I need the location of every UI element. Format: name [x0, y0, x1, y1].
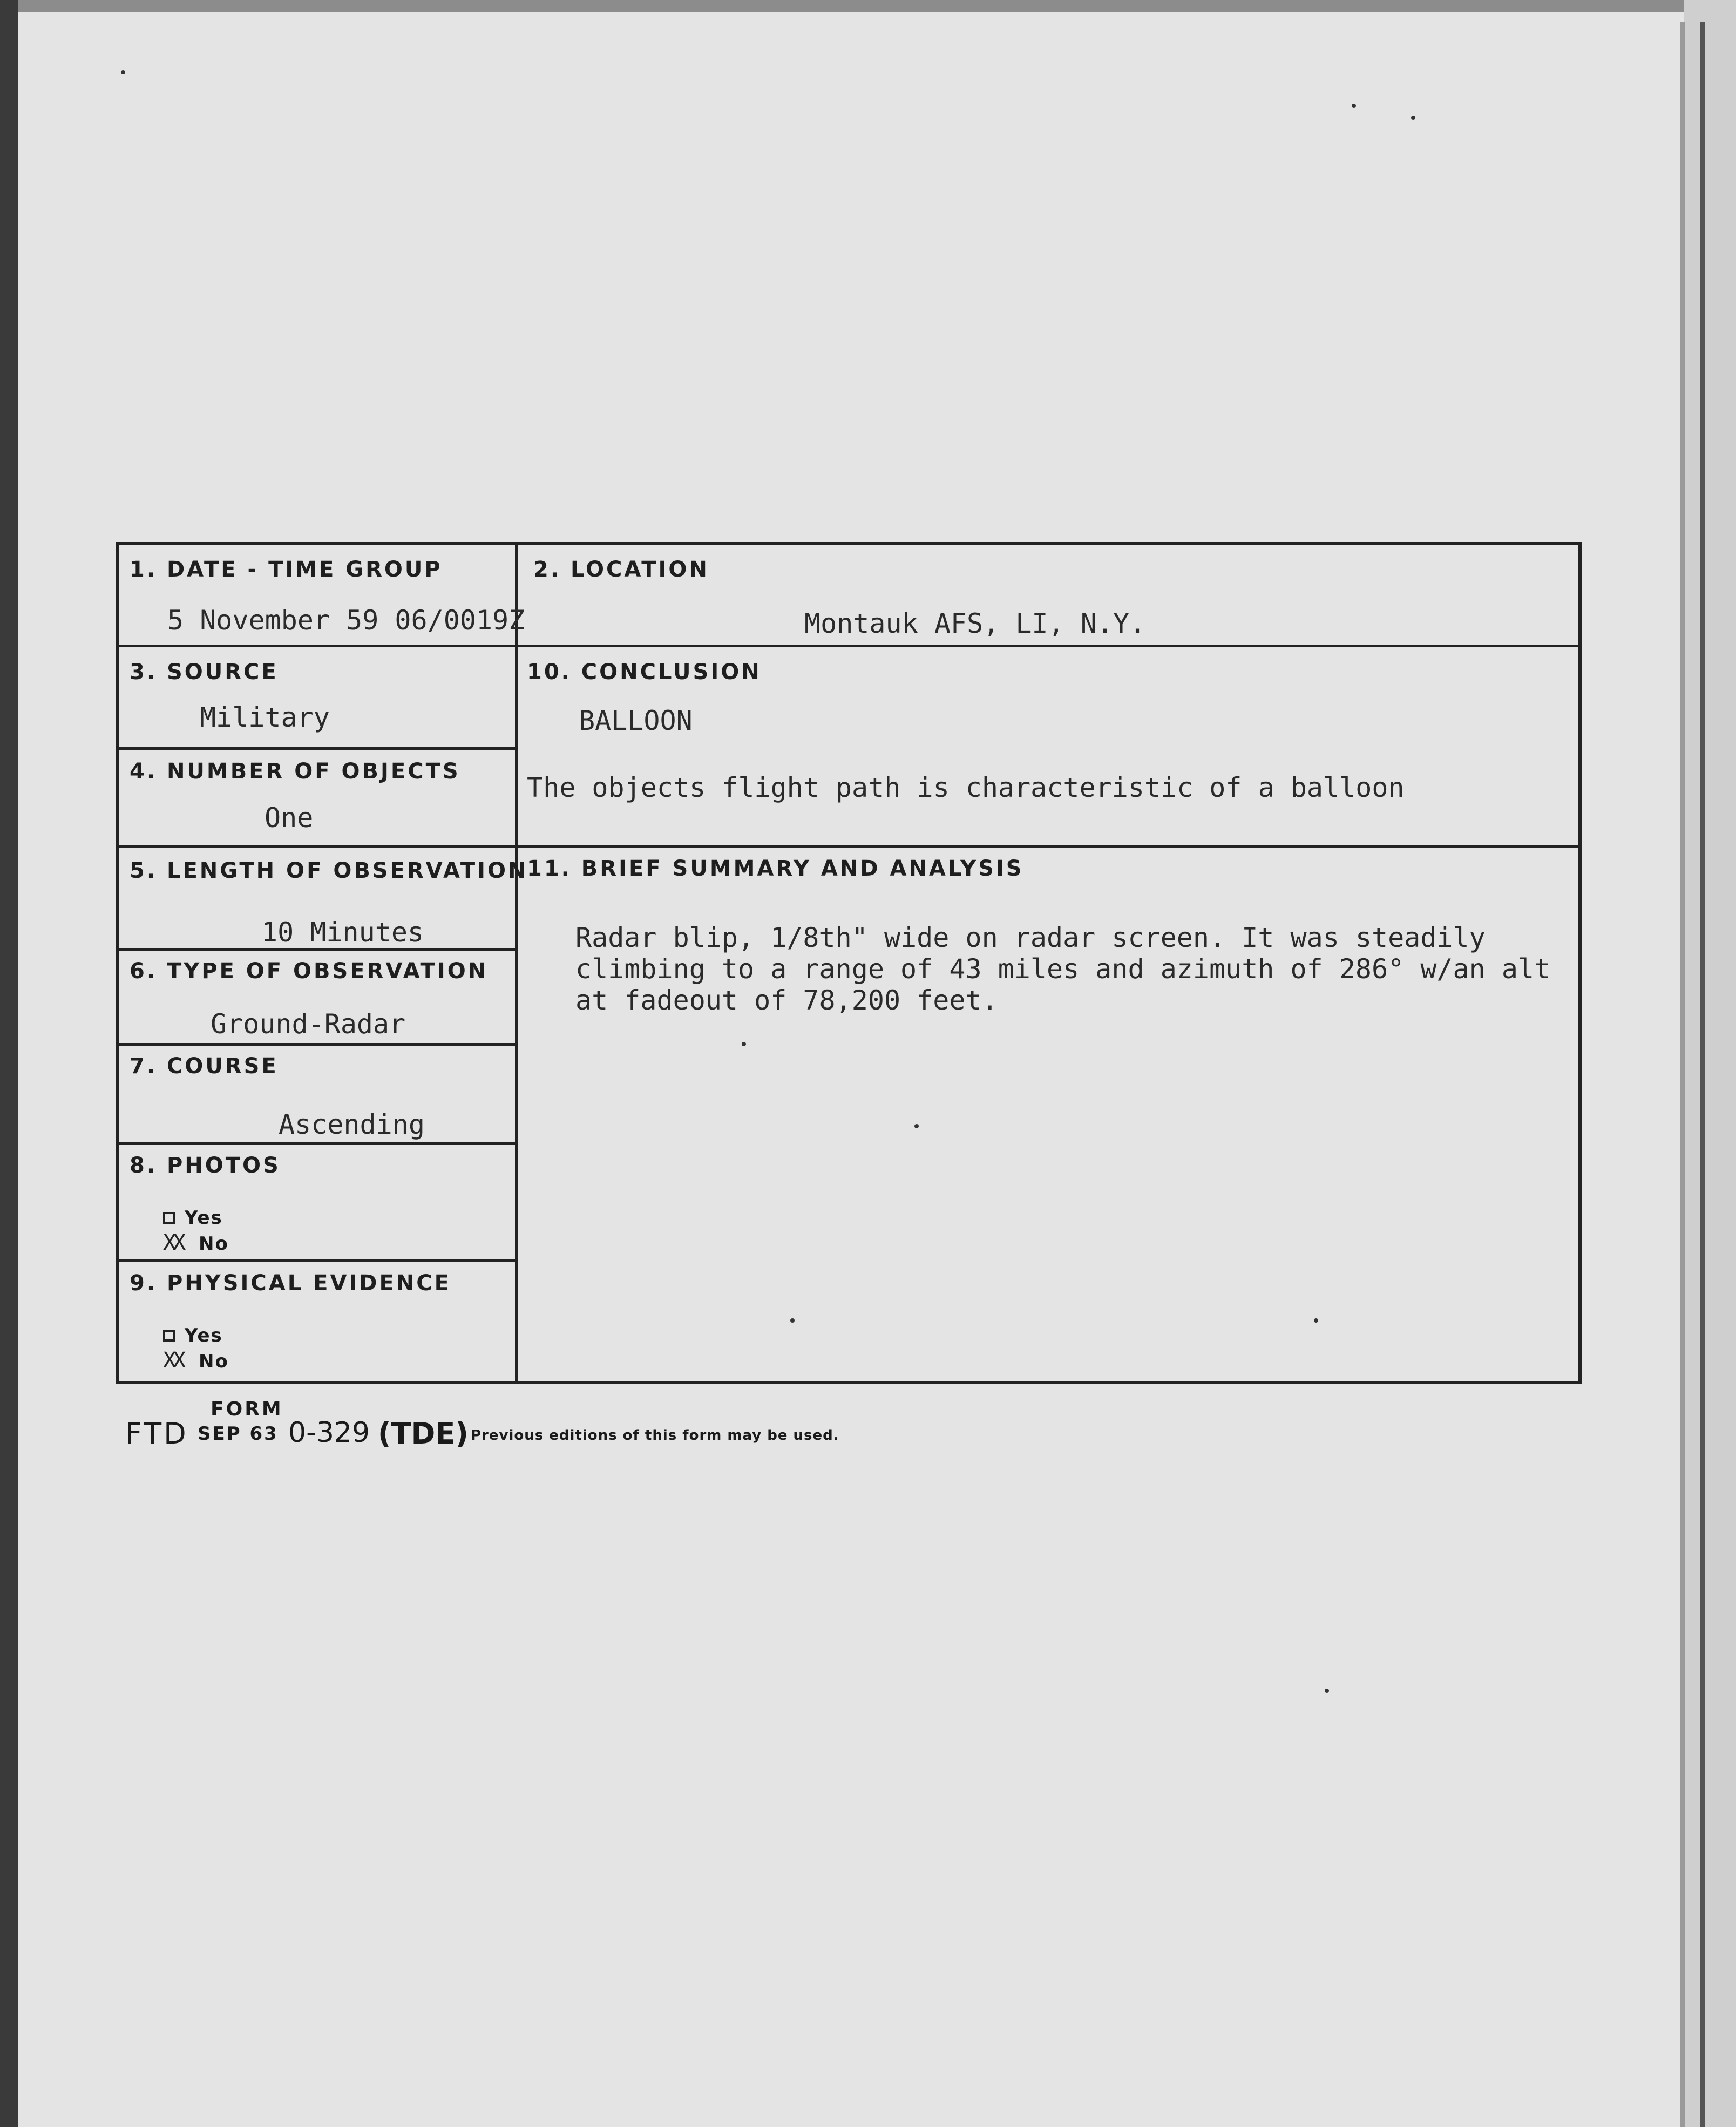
physical-evidence-no-checkbox-checked[interactable]	[163, 1356, 189, 1367]
type-of-observation-value: Ground-Radar	[211, 1008, 406, 1040]
ufo-report-form	[116, 542, 1582, 1384]
date-time-group-value: 5 November 59 06/0019Z	[167, 605, 525, 636]
photos-yes-checkbox[interactable]	[163, 1212, 175, 1224]
length-of-observation-value: 10 Minutes	[261, 917, 424, 948]
footer-form-number: 0-329	[288, 1417, 370, 1449]
photos-yes-option[interactable]	[163, 1207, 223, 1229]
photos-no-label: No	[199, 1233, 229, 1255]
physical-evidence-yes-option[interactable]	[163, 1325, 223, 1346]
date-time-group-label: 1. DATE - TIME GROUP	[130, 557, 443, 582]
row-divider	[119, 845, 1578, 848]
conclusion-value: BALLOON	[579, 705, 693, 736]
physical-evidence-no-label: No	[199, 1351, 229, 1372]
row-divider	[119, 645, 1578, 647]
physical-evidence-label: 9. PHYSICAL EVIDENCE	[130, 1271, 451, 1296]
photos-yes-label: Yes	[185, 1207, 223, 1229]
row-divider	[119, 1259, 516, 1262]
course-label: 7. COURSE	[130, 1054, 279, 1079]
footer-date: SEP 63	[198, 1423, 279, 1445]
physical-evidence-no-option[interactable]	[163, 1351, 229, 1372]
scan-right-inner-edge	[1680, 22, 1685, 2127]
location-label: 2. LOCATION	[533, 557, 709, 582]
physical-evidence-yes-checkbox[interactable]	[163, 1330, 175, 1342]
footer-ftd: FTD	[125, 1417, 188, 1451]
summary-line-1: Radar blip, 1/8th" wide on radar screen. It was steadily	[575, 922, 1486, 953]
number-of-objects-label: 4. NUMBER OF OBJECTS	[130, 759, 460, 784]
physical-evidence-yes-label: Yes	[185, 1325, 223, 1346]
scan-left-edge	[0, 0, 18, 2127]
footer-org: (TDE)	[378, 1417, 469, 1451]
course-value: Ascending	[279, 1109, 425, 1140]
type-of-observation-label: 6. TYPE OF OBSERVATION	[130, 959, 489, 984]
scan-right-line	[1700, 22, 1705, 2127]
source-label: 3. SOURCE	[130, 660, 279, 685]
footer-note: Previous editions of this form may be used.	[471, 1427, 839, 1444]
photos-label: 8. PHOTOS	[130, 1153, 281, 1178]
row-divider	[119, 747, 516, 750]
summary-line-2: climbing to a range of 43 miles and azimuth of 286° w/an alt	[575, 953, 1551, 985]
number-of-objects-value: One	[265, 802, 314, 834]
source-value: Military	[200, 702, 330, 733]
footer-form-word: FORM	[211, 1398, 283, 1420]
row-divider	[119, 948, 516, 951]
scan-speck	[121, 70, 125, 74]
scan-speck	[1411, 116, 1415, 120]
scan-speck	[1352, 104, 1356, 108]
row-divider	[119, 1142, 516, 1145]
scan-speck	[1325, 1689, 1329, 1693]
scan-right-edge	[1684, 0, 1736, 2127]
summary-label: 11. BRIEF SUMMARY AND ANALYSIS	[527, 856, 1024, 881]
row-divider	[119, 1043, 516, 1046]
column-divider	[515, 545, 518, 1381]
scan-top-edge	[0, 0, 1736, 12]
length-of-observation-label: 5. LENGTH OF OBSERVATION	[130, 858, 528, 883]
conclusion-detail: The objects flight path is characteristic of a balloon	[527, 772, 1405, 803]
photos-no-checkbox-checked[interactable]	[163, 1238, 189, 1250]
conclusion-label: 10. CONCLUSION	[527, 660, 762, 685]
location-value: Montauk AFS, LI, N.Y.	[804, 608, 1146, 639]
summary-line-3: at fadeout of 78,200 feet.	[575, 985, 998, 1016]
photos-no-option[interactable]	[163, 1233, 229, 1255]
